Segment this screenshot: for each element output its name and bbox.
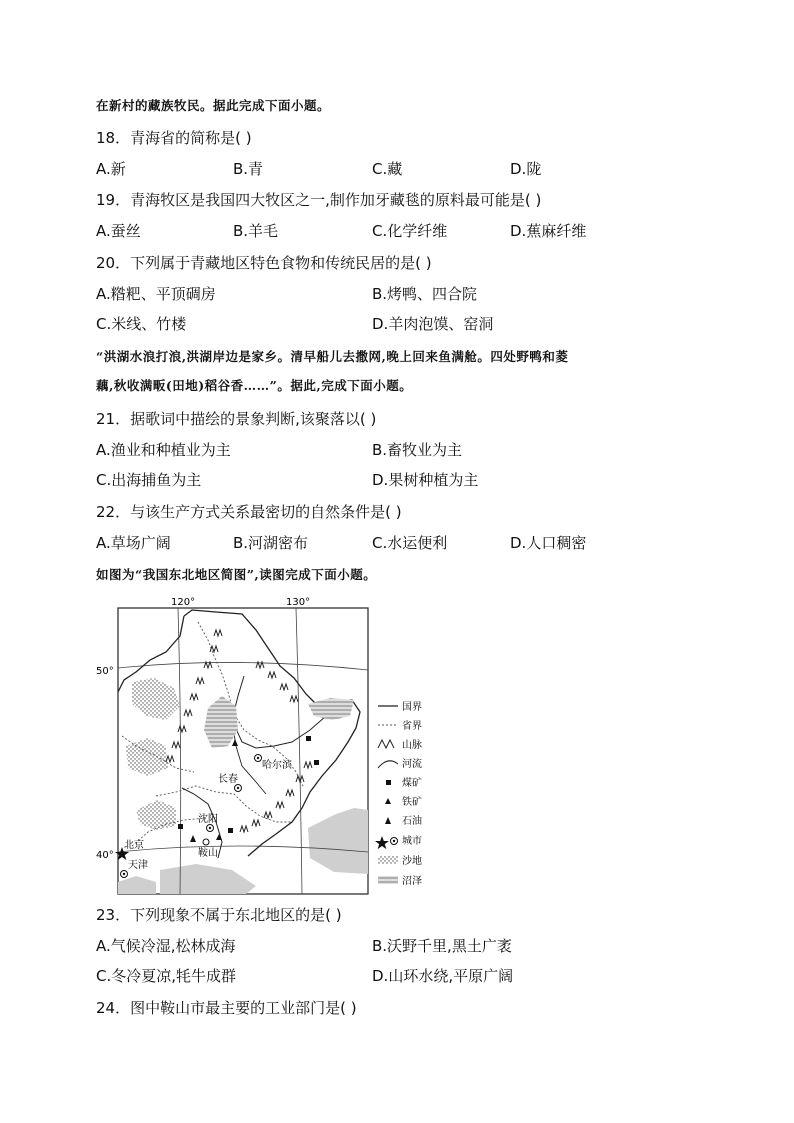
q18-option-d[interactable]: D.陇 xyxy=(510,160,542,178)
q20-option-d[interactable]: D.羊肉泡馍、窑洞 xyxy=(372,315,494,333)
coal-mine-marker xyxy=(228,828,233,833)
city-marker-anshan xyxy=(203,839,209,845)
question-20: 20．下列属于青藏地区特色食物和传统民居的是( ) xyxy=(96,254,432,272)
q23-option-c[interactable]: C.冬冷夏凉,牦牛成群 xyxy=(96,967,237,985)
q18-option-b[interactable]: B.青 xyxy=(233,160,264,178)
city-label-shenyang: 沈阳 xyxy=(198,814,218,825)
question-19: 19．青海牧区是我国四大牧区之一,制作加牙藏毯的原料最可能是( ) xyxy=(96,191,542,209)
q22-option-c[interactable]: C.水运便利 xyxy=(372,534,448,552)
q20-option-c[interactable]: C.米线、竹楼 xyxy=(96,315,187,333)
q19-option-b[interactable]: B.羊毛 xyxy=(233,222,279,240)
q21-option-b[interactable]: B.畜牧业为主 xyxy=(372,441,463,459)
map-intro: 如图为“我国东北地区简图”,读图完成下面小题。 xyxy=(96,567,377,582)
q19-option-c[interactable]: C.化学纤维 xyxy=(372,222,448,240)
q22-option-b[interactable]: B.河湖密布 xyxy=(233,534,309,552)
city-label-beijing: 北京 xyxy=(124,840,144,851)
lon-label-130: 130° xyxy=(286,597,311,608)
legend-national-border: 国界 xyxy=(402,702,422,713)
question-21: 21．据歌词中描绘的景象判断,该聚落以( ) xyxy=(96,410,377,428)
q23-option-b[interactable]: B.沃野千里,黑土广袤 xyxy=(372,937,512,955)
legend-city: 城市 xyxy=(402,836,422,847)
q23-option-d[interactable]: D.山环水绕,平原广阔 xyxy=(372,967,514,985)
lat-label-50: 50° xyxy=(96,666,114,677)
q18-option-c[interactable]: C.藏 xyxy=(372,160,403,178)
q21-option-c[interactable]: C.出海捕鱼为主 xyxy=(96,471,202,489)
q21-option-d[interactable]: D.果树种植为主 xyxy=(372,471,479,489)
northeast-china-map xyxy=(96,596,448,898)
lon-label-120: 120° xyxy=(171,597,196,608)
q20-option-b[interactable]: B.烤鸭、四合院 xyxy=(372,285,478,303)
legend-province-border: 省界 xyxy=(402,721,422,732)
map-legend xyxy=(375,701,422,887)
passage-intro-tail: 在新村的藏族牧民。据此完成下面小题。 xyxy=(96,98,331,113)
q19-option-d[interactable]: D.蕉麻纤维 xyxy=(510,222,587,240)
legend-coal: 煤矿 xyxy=(402,778,422,789)
q21-option-a[interactable]: A.渔业和种植业为主 xyxy=(96,441,231,459)
passage-song-line2: 藕,秋收满畈(田地)稻谷香……”。据此,完成下面小题。 xyxy=(96,378,413,393)
q22-option-a[interactable]: A.草场广阔 xyxy=(96,534,171,552)
legend-oil: 石油 xyxy=(402,816,422,827)
question-23: 23．下列现象不属于东北地区的是( ) xyxy=(96,906,342,924)
q22-option-d[interactable]: D.人口稠密 xyxy=(510,534,587,552)
city-label-tianjin: 天津 xyxy=(128,860,148,871)
q20-option-a[interactable]: A.糌粑、平顶碉房 xyxy=(96,285,216,303)
legend-river: 河流 xyxy=(402,759,422,770)
question-24: 24．图中鞍山市最主要的工业部门是( ) xyxy=(96,999,357,1017)
legend-iron: 铁矿 xyxy=(402,797,422,808)
legend-mountain: 山脉 xyxy=(402,740,422,751)
q23-option-a[interactable]: A.气候冷湿,松林成海 xyxy=(96,937,236,955)
legend-swamp: 沼泽 xyxy=(402,876,422,887)
lat-label-40: 40° xyxy=(96,850,114,861)
q19-option-a[interactable]: A.蚕丝 xyxy=(96,222,141,240)
question-22: 22．与该生产方式关系最密切的自然条件是( ) xyxy=(96,503,402,521)
q18-option-a[interactable]: A.新 xyxy=(96,160,126,178)
city-label-harbin: 哈尔滨 xyxy=(262,760,292,771)
city-label-changchun: 长春 xyxy=(218,774,238,785)
coal-mine-marker xyxy=(178,824,183,829)
coal-mine-marker xyxy=(314,760,319,765)
passage-song-line1: “洪湖水浪打浪,洪湖岸边是家乡。清早船儿去撒网,晚上回来鱼满舱。四处野鸭和菱 xyxy=(96,349,569,364)
city-label-anshan: 鞍山 xyxy=(198,848,218,859)
coal-mine-marker xyxy=(306,736,311,741)
legend-sand: 沙地 xyxy=(402,856,422,867)
question-18: 18．青海省的简称是( ) xyxy=(96,129,252,147)
